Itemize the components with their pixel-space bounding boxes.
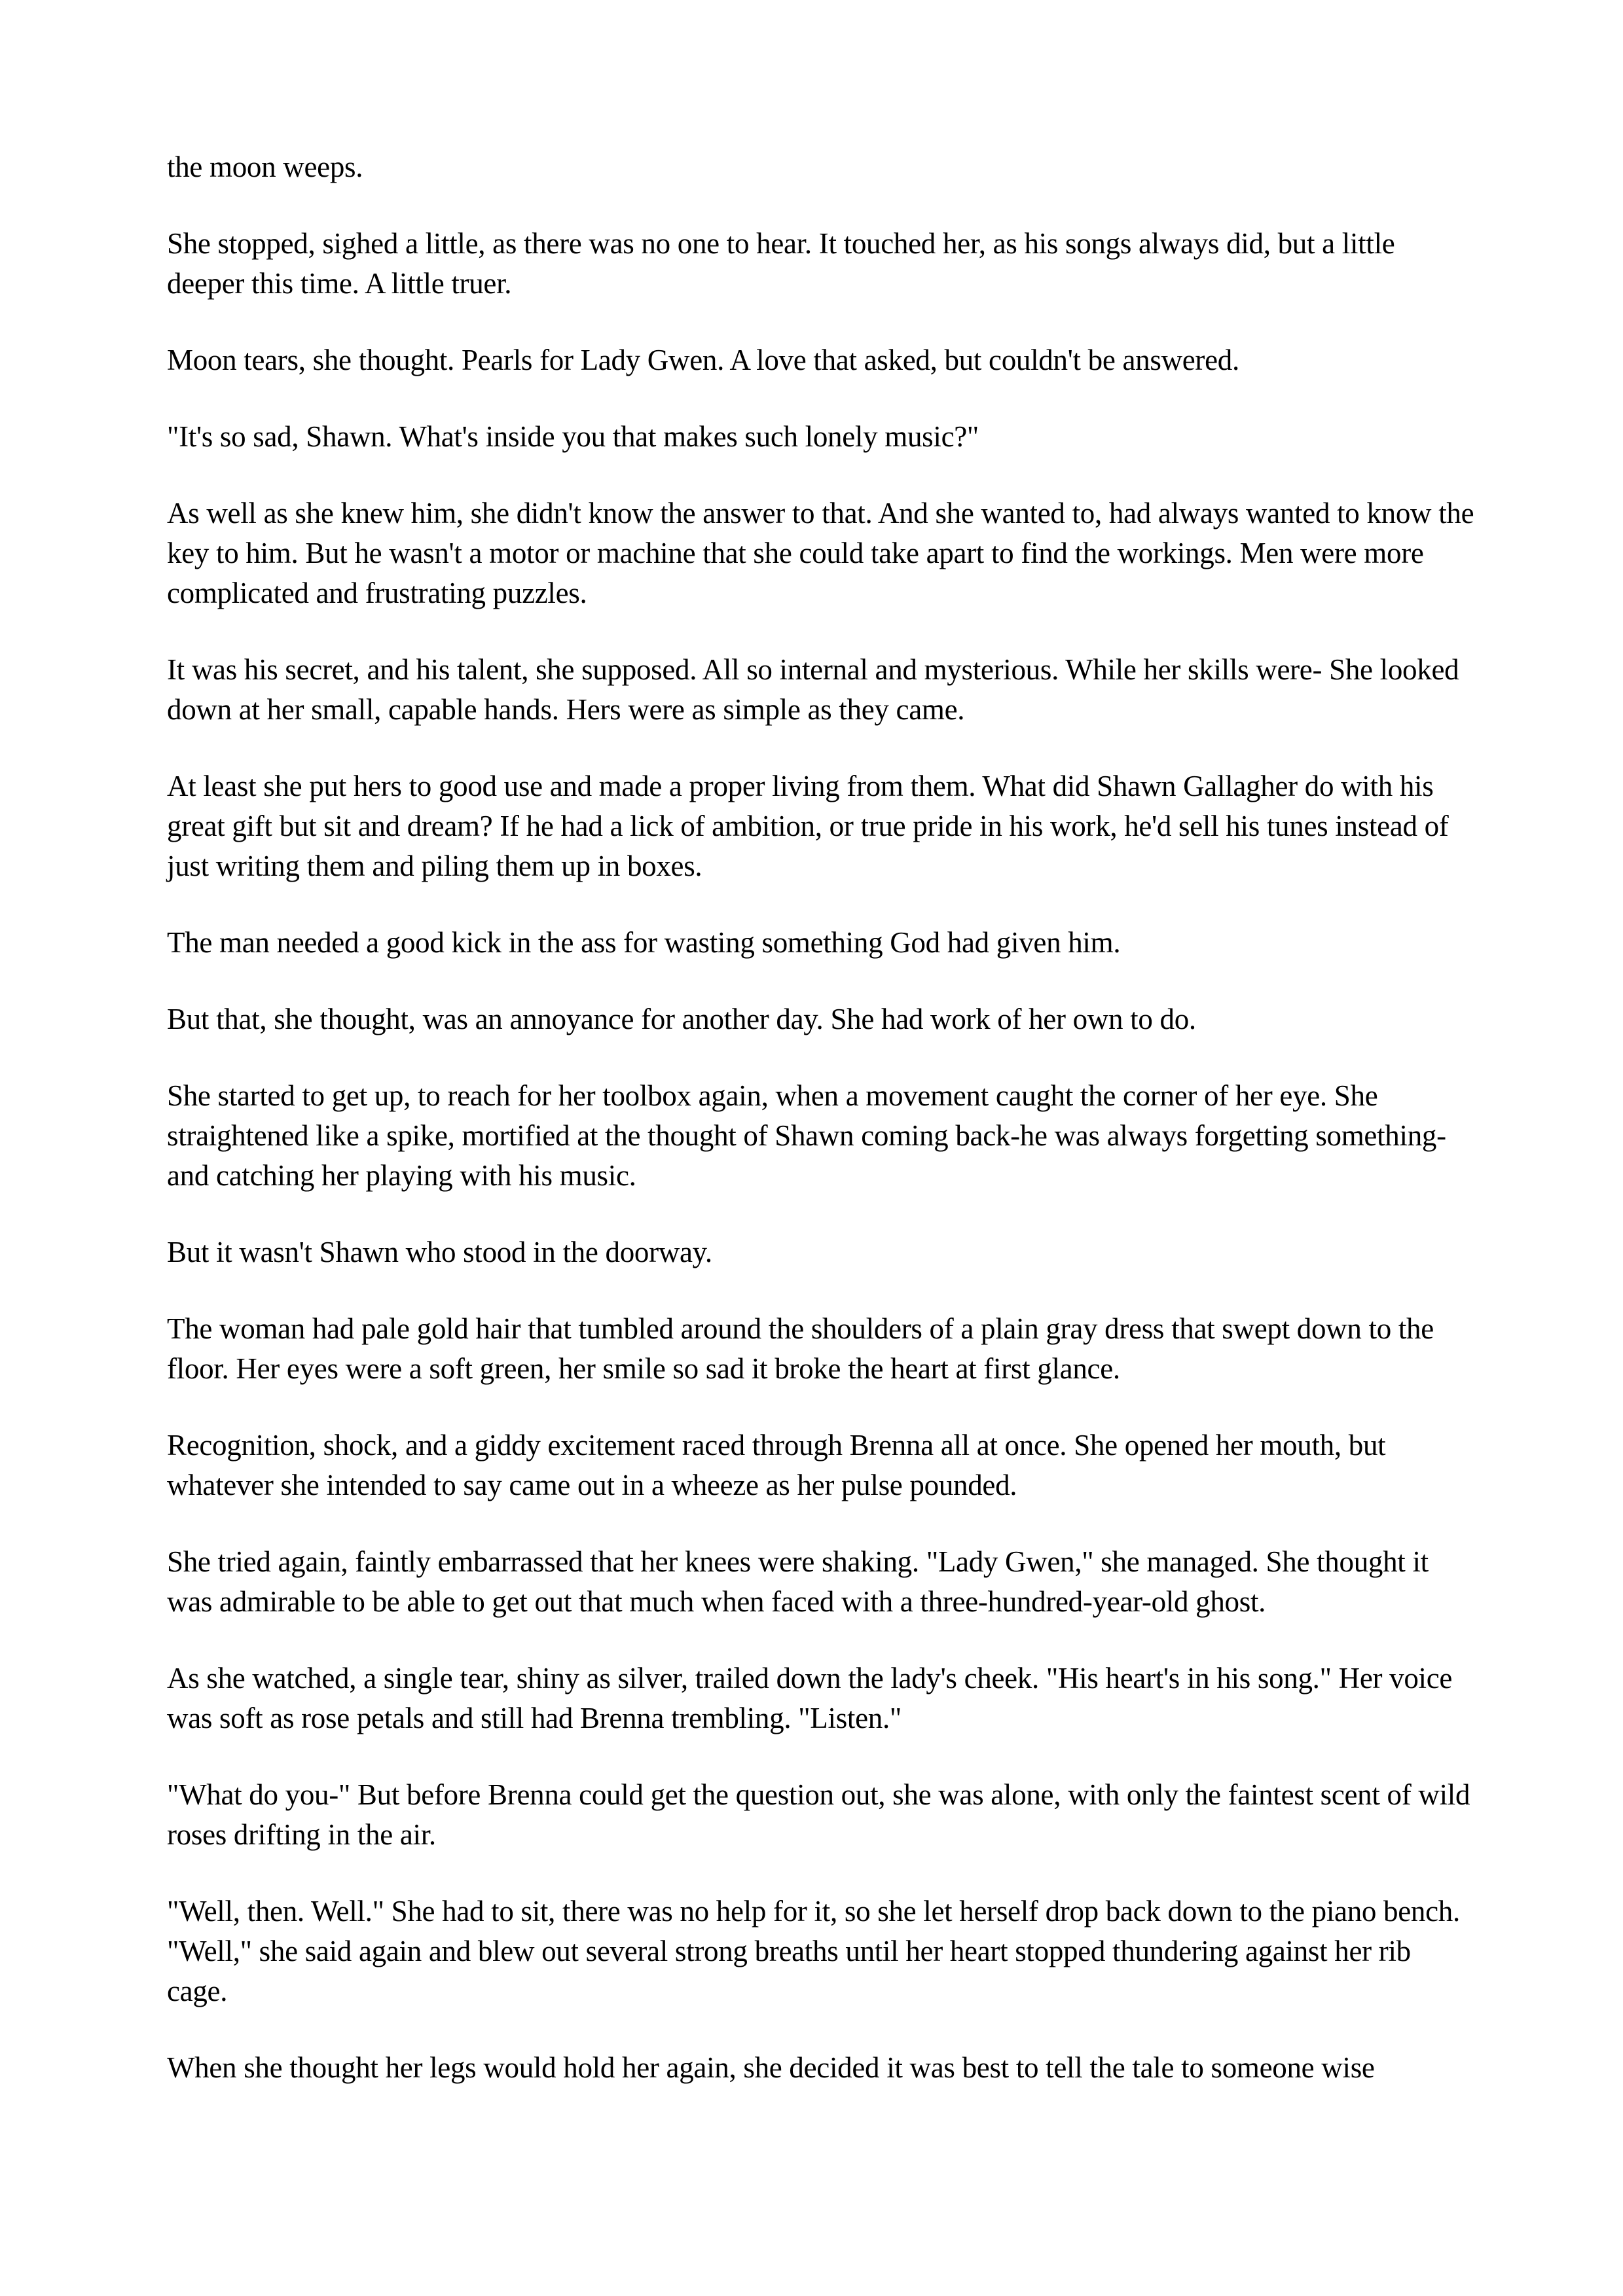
paragraph: The woman had pale gold hair that tumbled around the shoulders of a plain gray dress that swept down to the floor. Her eyes were a soft green, her smile so sad it broke the heart at first glance. (167, 1312, 1434, 1385)
paragraph: At least she put hers to good use and made a proper living from them. What did Shawn Gallagher do with his great gift but sit and dream? If he had a lick of ambition, or true pride in his work, he'd sell his tunes instead of just writing them and piling them up in boxes. (167, 770, 1449, 882)
body-text (167, 147, 1476, 2088)
paragraph: It was his secret, and his talent, she supposed. All so internal and mysterious. While her skills were- She looked down at her small, capable hands. Hers were as simple as they came. (167, 653, 1459, 726)
paragraph: "It's so sad, Shawn. What's inside you that makes such lonely music?" (167, 420, 979, 453)
paragraph: Recognition, shock, and a giddy excitement raced through Brenna all at once. She opened her mouth, but whatever she intended to say came out in a wheeze as her pulse pounded. (167, 1429, 1386, 1501)
paragraph: When she thought her legs would hold her again, she decided it was best to tell the tale to someone wise (167, 2051, 1375, 2084)
paragraph: But it wasn't Shawn who stood in the doorway. (167, 1236, 712, 1268)
paragraph: "What do you-" But before Brenna could get the question out, she was alone, with only the faintest scent of wild roses drifting in the air. (167, 1778, 1470, 1851)
paragraph: But that, she thought, was an annoyance for another day. She had work of her own to do. (167, 1003, 1196, 1035)
paragraph: She stopped, sighed a little, as there was no one to hear. It touched her, as his songs always did, but a little deeper this time. A little truer. (167, 227, 1395, 300)
paragraph: The man needed a good kick in the ass for wasting something God had given him. (167, 926, 1121, 959)
paragraph: As she watched, a single tear, shiny as silver, trailed down the lady's cheek. "His heart's in his song." Her voice was soft as rose petals and still had Brenna trembling. "Listen." (167, 1662, 1453, 1734)
paragraph: She started to get up, to reach for her toolbox again, when a movement caught the corner of her eye. She straightened like a spike, mortified at the thought of Shawn coming back-he was always forgetting something-and catching her playing with his music. (167, 1079, 1446, 1192)
paragraph: Moon tears, she thought. Pearls for Lady Gwen. A love that asked, but couldn't be answered. (167, 344, 1239, 376)
paragraph: As well as she knew him, she didn't know the answer to that. And she wanted to, had always wanted to know the key to him. But he wasn't a motor or machine that she could take apart to find the workings. Men were more complicated and frustrating puzzles. (167, 497, 1474, 609)
paragraph: "Well, then. Well." She had to sit, there was no help for it, so she let herself drop back down to the piano bench. "Well," she said again and blew out several strong breaths until her heart stopped thundering against her rib cage. (167, 1895, 1460, 2007)
paragraph: the moon weeps. (167, 151, 363, 183)
paragraph: She tried again, faintly embarrassed that her knees were shaking. "Lady Gwen," she managed. She thought it was admirable to be able to get out that much when faced with a three-hundred-year-old ghost. (167, 1545, 1429, 1618)
